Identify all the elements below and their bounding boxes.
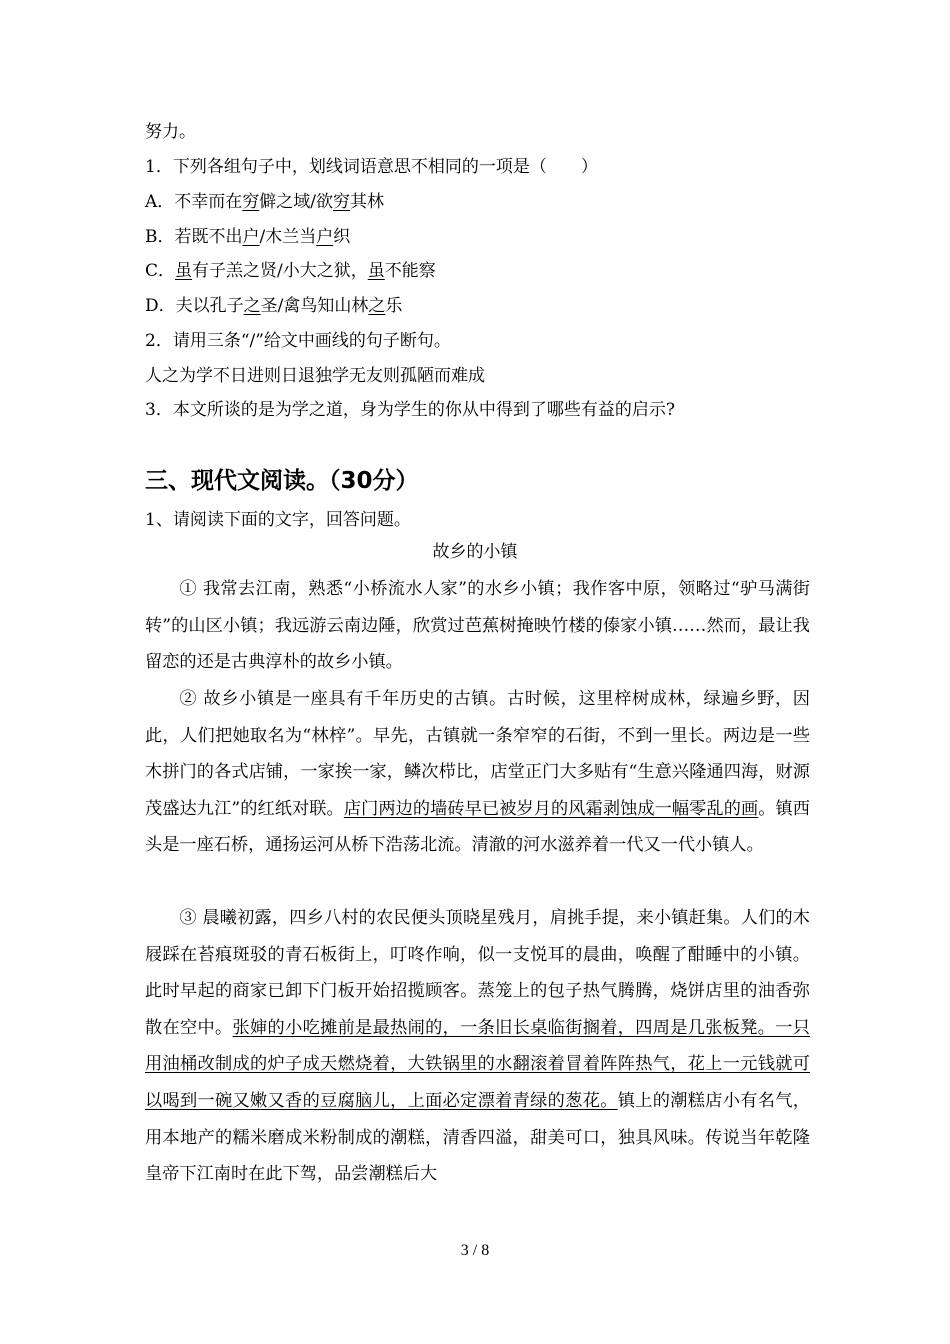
option-b-underlined-1: 户 <box>242 227 260 247</box>
option-d-underlined-1: 之 <box>243 296 261 316</box>
section-3-instruction: 1、请阅读下面的文字，回答问题。 <box>145 510 411 530</box>
option-b-text-1: B．若既不出 <box>145 227 243 247</box>
question-2-stem: 2．请用三条“/”给文中画线的句子断句。 <box>145 331 451 351</box>
paragraph-2-text-2: 。镇西头是一座石桥，通扬运河从桥下浩荡北流。清澈的河水滋养着一代又一代小镇人。 <box>145 798 810 856</box>
passage-title: 故乡的小镇 <box>432 542 518 562</box>
option-d-text-3: 乐 <box>385 296 403 316</box>
question-2-sentence: 人之为学不日进则日退独学无友则孤陋而难成 <box>145 366 485 386</box>
option-a-underlined-2: 穷 <box>333 192 351 212</box>
paragraph-3-underlined-sentence: 张婶的小吃摊前是最热闹的，一条旧长桌临街搁着，四周是几张板凳。一只用油桶改制成的炉子成天燃烧着，大铁锅里的水翻滚着冒着阵阵热气，花上一元钱就可以喝到一碗又嫩又香的豆腐脑儿，上面必定漂着青绿的葱花。 <box>145 1017 810 1111</box>
option-b-text-3: 织 <box>333 227 351 247</box>
option-a-text-2: 僻之域/欲 <box>259 192 334 212</box>
paragraph-3-text-2: 镇上的潮糕店小有名气，用本地产的糯米磨成米粉制成的潮糕，清香四溢，甜美可口，独具风味。传说当年乾隆皇帝下江南时在此下驾，品尝潮糕后大 <box>145 1090 810 1185</box>
option-c-text-3: 不能察 <box>384 261 436 281</box>
option-d-text-2: 圣/禽鸟知山林 <box>260 296 369 316</box>
passage-paragraph-2 <box>145 681 810 864</box>
paragraph-2-text-1: ② 故乡小镇是一座具有千年历史的古镇。古时候，这里梓树成林，绿遍乡野，因此，人们把她取名为“林梓”。早先，古镇就一条窄窄的石街，不到一里长。两边是一些木拼门的各式店铺，一家挨一家，鳞次栉比，店堂正门大多贴有“生意兴隆通四海，财源茂盛达九江”的红纸对联。 <box>145 689 810 819</box>
option-d <box>145 294 402 318</box>
option-a-underlined-1: 穷 <box>242 192 260 212</box>
option-b-text-2: /木兰当 <box>259 227 317 247</box>
section-3-heading: 三、现代文阅读。（30分） <box>145 468 419 494</box>
option-c-underlined-1: 虽 <box>175 261 193 281</box>
page-number: 3 / 8 <box>460 1242 490 1259</box>
question-1-stem: 1．下列各组句子中，划线词语意思不相同的一项是（ ） <box>145 157 598 177</box>
option-c-underlined-2: 虽 <box>367 261 385 281</box>
paragraph-2-underlined-sentence: 店门两边的墙砖早已被岁月的风霜剥蚀成一幅零乱的画 <box>343 798 759 819</box>
option-a <box>145 190 384 214</box>
paragraph-3-text-1: ③ 晨曦初露，四乡八村的农民便头顶晓星残月，肩挑手提，来小镇赶集。人们的木屐踩在苔痕斑驳的青石板街上，叮咚作响，似一支悦耳的晨曲，唤醒了酣睡中的小镇。此时早起的商家已卸下门板开始招揽顾客。蒸笼上的包子热气腾腾，烧饼店里的油香弥散在空中。 <box>145 908 810 1038</box>
option-a-text-3: 其林 <box>350 192 385 212</box>
option-c <box>145 259 436 283</box>
passage-paragraph-1: ① 我常去江南，熟悉“小桥流水人家”的水乡小镇；我作客中原，领略过“驴马满街转”的山区小镇；我远游云南边陲，欣赏过芭蕉树掩映竹楼的傣家小镇……然而，最让我留恋的还是古典淳朴的故乡小镇。 <box>145 579 810 673</box>
intro-tail: 努力。 <box>145 122 196 142</box>
option-c-text-1: C． <box>145 261 176 281</box>
option-b-underlined-2: 户 <box>316 227 334 247</box>
option-d-underlined-2: 之 <box>368 296 386 316</box>
option-a-text-1: A．不幸而在 <box>145 192 243 212</box>
passage-paragraph-3 <box>145 900 810 1193</box>
option-b <box>145 225 350 249</box>
question-3-stem: 3．本文所谈的是为学之道，身为学生的你从中得到了哪些有益的启示? <box>145 400 675 420</box>
option-d-text-1: D．夫以孔子 <box>145 296 244 316</box>
option-c-text-2: 有子羔之贤/小大之狱， <box>192 261 368 281</box>
